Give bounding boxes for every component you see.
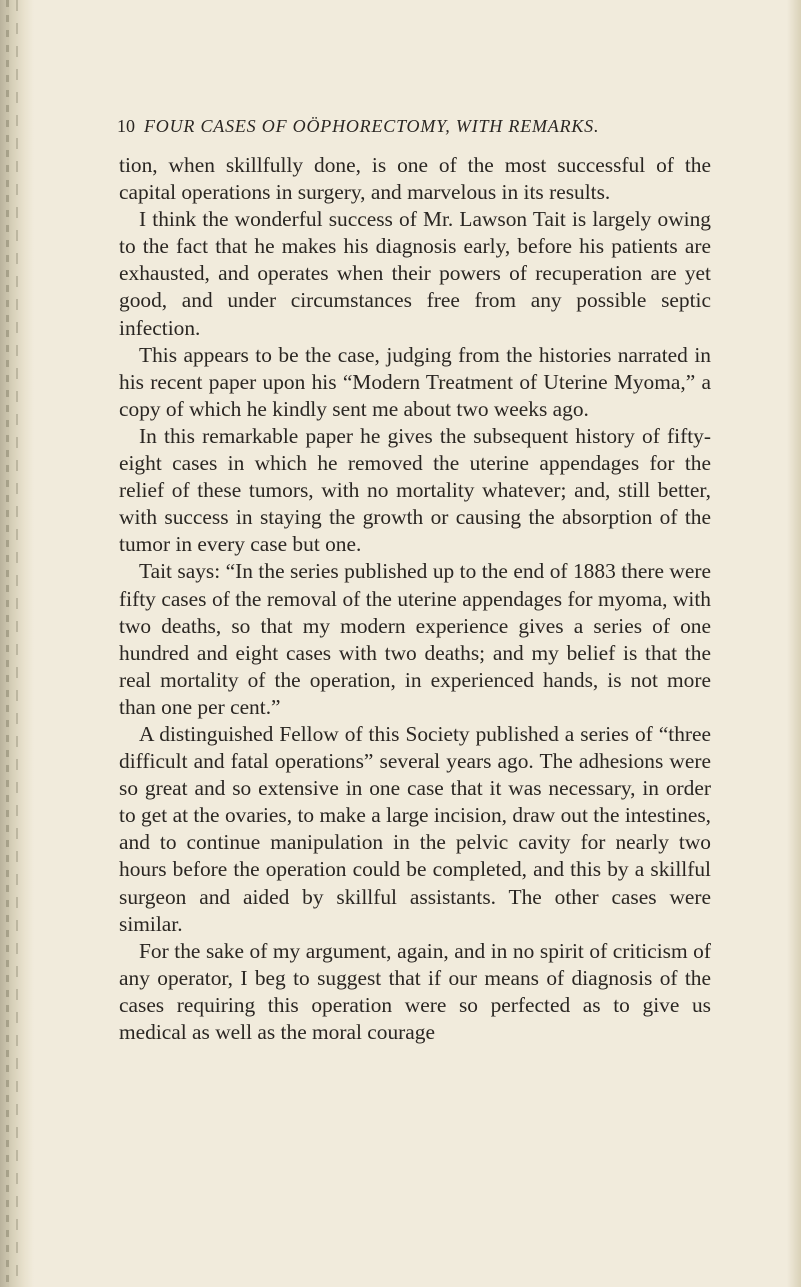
page-binding-edge xyxy=(0,0,34,1287)
page-number: 10 xyxy=(117,116,135,136)
paragraph-6: A distinguished Fellow of this Society published a series of “three difficult and fatal operations” several years ago. The adhesions were so great and so extensive in one case that it was necessary, in order to get at the ovaries, to make a large incision, draw out the intestines, and to continue manipulation in the pelvic cavity for nearly two hours before the operation could be completed, and this by a skillful surgeon and aided by skillful assistants. The other cases were similar. xyxy=(119,721,711,936)
paragraph-7: For the sake of my argument, again, and in no spirit of criticism of any operator, I beg to suggest that if our means of diagnosis of the cases requiring this operation were so perfected as to give us medical as well as the moral courage xyxy=(119,938,711,1044)
paragraph-4: In this remarkable paper he gives the subsequent history of fifty-eight cases in which he removed the uterine appendages for the relief of these tumors, with no mortality whatever; and, still better, with success in staying the growth or causing the absorption of the tumor in every case but one. xyxy=(119,423,711,557)
page-right-shade xyxy=(787,0,801,1287)
running-head: FOUR CASES OF OÖPHORECTOMY, WITH REMARKS. xyxy=(144,116,600,136)
paragraph-3: This appears to be the case, judging from the histories narrated in his recent paper upon his “Modern Treatment of Uterine Myoma,” a copy of which he kindly sent me about two weeks ago. xyxy=(119,342,711,421)
paragraph-1: tion, when skillfully done, is one of the most successful of the capital operations in surgery, and marvelous in its results. xyxy=(119,153,711,205)
paragraph-5: Tait says: “In the series published up to the end of 1883 there were fifty cases of the removal of the uterine appendages for myoma, with two deaths, so that my modern experience gives a series of one hundred and eight cases with two deaths; and my belief is that the real mortality of the operation, in experienced hands, is not more than one per cent.” xyxy=(119,559,711,719)
paragraph-2: I think the wonderful success of Mr. Lawson Tait is largely owing to the fact that he makes his diagnosis early, before his patients are exhausted, and operates when their powers of recuperation are yet good, and under circumstances free from any possible septic infection. xyxy=(119,207,711,340)
body-text xyxy=(119,152,711,1046)
page-header xyxy=(117,114,713,138)
